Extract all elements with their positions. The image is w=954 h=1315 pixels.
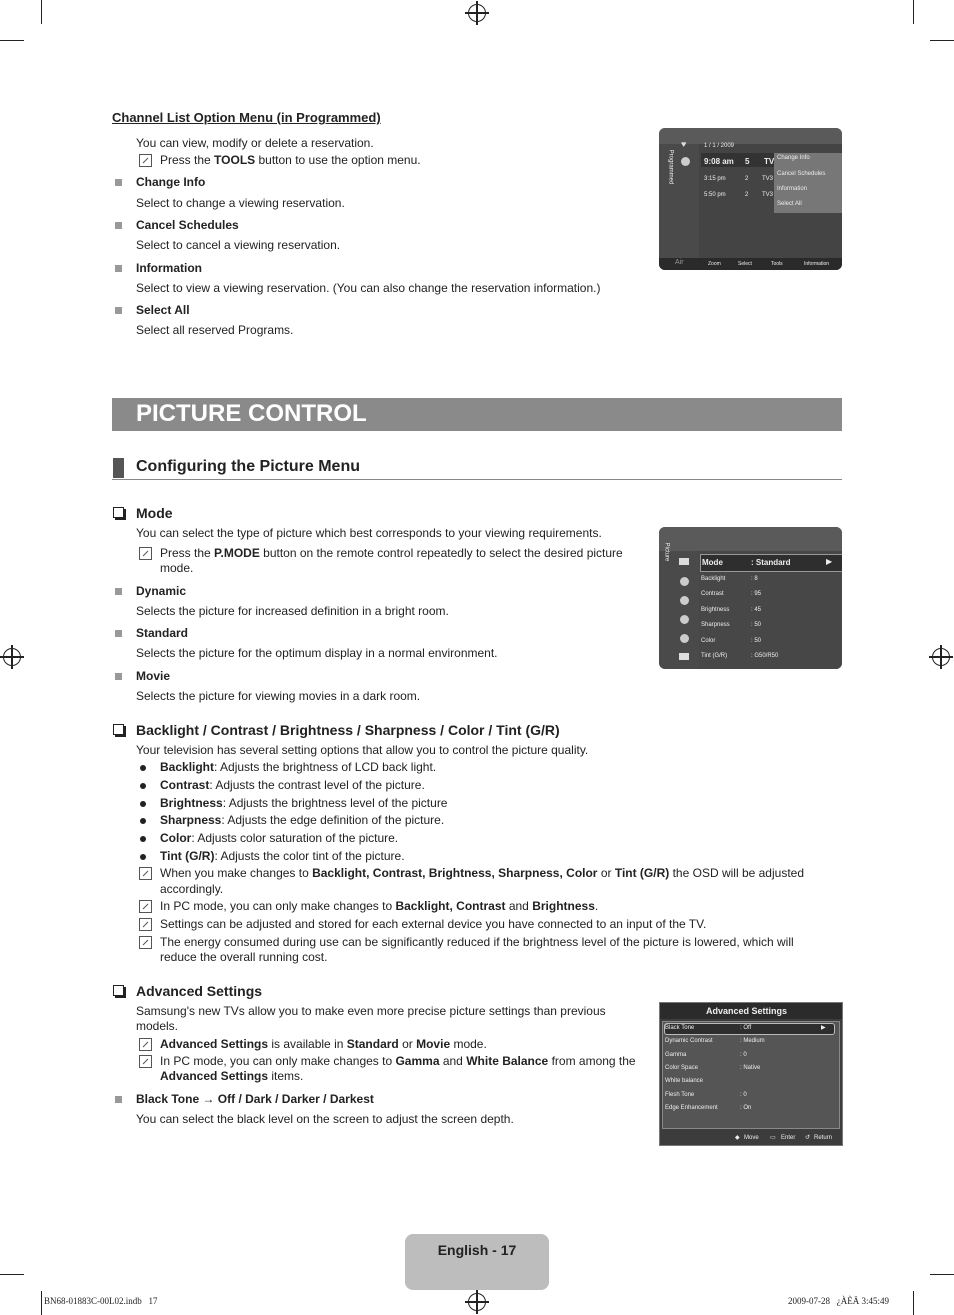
osd-row-label: Edge Enhancement [665,1105,718,1111]
osd-row-name: TV3 [762,176,774,182]
osd-row-time: 9:08 am [704,157,734,166]
osd-row-value: : G50/R50 [751,653,779,659]
advanced-heading: Advanced Settings [136,983,263,999]
osd-row-label: White balance [665,1078,704,1084]
bullet-dot [140,818,146,824]
channel-icon [680,596,689,605]
backlight-note-4-line2: reduce the overall running cost. [160,950,328,964]
item-desc: Select to change a viewing reservation. [136,196,345,210]
move-icon: ◆ [735,1135,740,1141]
osd-row-label: Gamma [665,1052,687,1058]
print-footer-left: BN68-01883C-00L02.indb 17 [44,1296,158,1306]
osd-row-value: : 8 [751,576,758,582]
osd-row-ch: 2 [745,176,749,182]
osd-row-value: : On [740,1105,752,1111]
advanced-note-1: Advanced Settings is available in Standard or Movie mode. [160,1037,487,1051]
print-footer-right: 2009-07-28 ¿ÀÈÄ 3:45:49 [788,1296,889,1306]
osd-footer-return: Return [814,1135,833,1141]
item-desc: Selects the picture for the optimum display in a normal environment. [136,646,498,660]
backlight-intro: Your television has several setting options that allow you to control the picture quality. [136,743,589,757]
subsection-title: Configuring the Picture Menu [136,458,360,475]
advanced-intro: Samsung's new TVs allow you to make even more precise picture settings than previous [136,1004,606,1018]
bullet-dot [140,854,146,860]
advanced-note-2-line2: Advanced Settings items. [160,1069,304,1083]
note-icon [139,936,152,949]
advanced-note-2: In PC mode, you can only make changes to Gamma and White Balance from among the [160,1054,636,1068]
bullet-square [115,265,122,272]
bullet-square [115,673,122,680]
item-desc: Selects the picture for increased definition in a bright room. [136,604,449,618]
osd-row-label: Flesh Tone [665,1092,695,1098]
checkbox-icon [113,985,124,996]
osd-side-label: Programmed [667,149,674,185]
registration-mark-icon [468,1293,486,1311]
section-title: PICTURE CONTROL [136,400,367,427]
mode-heading: Mode [136,505,173,521]
osd-row-value: : 45 [751,607,762,613]
osd-programmed [659,128,842,270]
item-title: Select All [136,303,190,317]
bullet-text: Tint (G/R): Adjusts the color tint of the picture. [160,849,405,863]
osd-row-value: : 0 [740,1092,747,1098]
bullet-square [115,630,122,637]
registration-mark-icon [932,648,950,666]
crop-mark [41,0,42,24]
osd-row-label: Color [701,638,716,644]
crop-mark [0,40,24,41]
osd-row-label: Sharpness [701,622,730,628]
channel-list-heading: Channel List Option Menu (in Programmed) [112,110,381,125]
osd-footer-zoom: Zoom [708,261,721,267]
osd-footer-info: Information [804,261,830,267]
osd-row-time: 5:50 pm [704,192,726,198]
item-desc: Selects the picture for viewing movies in a dark room. [136,689,421,703]
item-title: Dynamic [136,584,187,598]
osd-picture [659,527,842,669]
globe-icon [681,157,690,166]
setup-gear-icon [680,615,689,624]
checkbox-icon [113,507,124,518]
arrow-right-icon: ▶ [826,557,833,566]
osd-footer-enter: Enter [781,1135,796,1141]
osd-advanced-title: Advanced Settings [706,1006,788,1016]
crop-mark [930,1274,954,1275]
osd-row-time: 3:15 pm [704,176,726,182]
bullet-dot [140,836,146,842]
item-title: Information [136,261,202,275]
osd-row-value: : 50 [751,638,762,644]
osd-menu-item[interactable]: Select All [777,201,802,207]
item-desc: Select to cancel a viewing reservation. [136,238,341,252]
bullet-square [115,179,122,186]
osd-advanced [659,1002,843,1146]
bullet-dot [140,783,146,789]
osd-row-value: : Off [740,1025,752,1031]
item-title: Movie [136,669,171,683]
osd-row-name: TV [764,157,775,166]
osd-mode-value: : Standard [751,558,791,567]
backlight-note-1: When you make changes to Backlight, Contrast, Brightness, Sharpness, Color or Tint (G/R) the OSD will be adjusted [160,866,805,880]
osd-row-label: Color Space [665,1065,699,1071]
osd-option-menu [774,153,842,213]
osd-menu-item[interactable]: Cancel Schedules [777,171,826,177]
osd-row-value: : 95 [751,591,762,597]
item-title: Change Info [136,175,206,189]
item-title: Standard [136,626,189,640]
osd-row-label: Tint (G/R) [701,653,728,659]
note-icon [139,1055,152,1068]
osd-footer-left: Air [675,259,684,266]
osd-mode-label: Mode [702,558,723,567]
osd-row-value: : 0 [740,1052,747,1058]
sound-icon [680,577,689,586]
osd-row-label: Black Tone [665,1025,695,1031]
osd-row-value: : Medium [740,1038,765,1044]
item-desc: Select to view a viewing reservation. (You can also change the reservation information.) [136,281,601,295]
backlight-note-4: The energy consumed during use can be significantly reduced if the brightness level of the picture is lowered, which will [160,935,794,949]
return-icon: ↺ [805,1135,811,1141]
black-tone-title: Black Tone → Off / Dark / Darker / Darkest [136,1092,374,1106]
crop-mark [0,1274,24,1275]
bullet-square [115,222,122,229]
note-icon [139,1038,152,1051]
osd-footer-move: Move [744,1135,759,1141]
mode-note: Press the P.MODE button on the remote control repeatedly to select the desired picture [160,546,623,560]
bullet-text: Color: Adjusts color saturation of the picture. [160,831,399,845]
osd-date: 1 / 1 / 2009 [704,143,735,149]
osd-footer-select: Select [738,261,752,267]
osd-row-ch: 2 [745,192,749,198]
bullet-dot [140,765,146,771]
advanced-intro-line2: models. [136,1019,179,1033]
osd-row-label: Brightness [701,607,730,613]
bullet-square [115,307,122,314]
backlight-note-1-line2: accordingly. [160,882,224,896]
bullet-square [115,1096,122,1103]
osd-row-label: Dynamic Contrast [665,1038,713,1044]
crop-mark [913,0,914,24]
crop-mark [41,1291,42,1315]
bullet-text: Sharpness: Adjusts the edge definition of the picture. [160,813,445,827]
mode-intro: You can select the type of picture which best corresponds to your viewing requirements. [136,526,602,540]
checkbox-icon [113,724,124,735]
channel-intro: You can view, modify or delete a reservation. [136,136,374,150]
osd-row-value: : 50 [751,622,762,628]
bullet-dot [140,801,146,807]
note-icon [139,900,152,913]
crop-mark [913,1291,914,1315]
black-tone-desc: You can select the black level on the screen to adjust the screen depth. [136,1112,514,1126]
backlight-note-2: In PC mode, you can only make changes to Backlight, Contrast and Brightness. [160,899,599,913]
backlight-note-3: Settings can be adjusted and stored for each external device you have connected to an input of the TV. [160,917,707,931]
application-icon [679,653,689,660]
osd-row-ch: 5 [745,157,750,166]
backlight-heading: Backlight / Contrast / Brightness / Sharpness / Color / Tint (G/R) [136,722,560,738]
page-number: English - 17 [437,1242,517,1258]
registration-mark-icon [468,4,486,22]
registration-mark-icon [3,648,21,666]
crop-mark [930,40,954,41]
note-icon [139,867,152,880]
note-icon [139,154,152,167]
osd-side-label: Picture [663,542,670,562]
subsection-marker [113,458,124,478]
mode-note-line2: mode. [160,561,194,575]
osd-row-label: Contrast [701,591,724,597]
subsection-rule [112,479,842,480]
arrow-right-icon: ▶ [821,1025,826,1031]
item-title: Cancel Schedules [136,218,239,232]
osd-row-name: TV3 [762,192,774,198]
note-icon [139,547,152,560]
input-icon [680,634,689,643]
bullet-text: Backlight: Adjusts the brightness of LCD back light. [160,760,437,774]
bullet-square [115,588,122,595]
osd-row-value: : Native [740,1065,761,1071]
osd-row-label: Backlight [701,576,726,582]
note-icon [139,918,152,931]
osd-menu-item[interactable]: Information [777,186,808,192]
picture-icon [679,558,689,565]
channel-note: Press the TOOLS button to use the option menu. [160,153,421,167]
item-desc: Select all reserved Programs. [136,323,294,337]
bullet-text: Brightness: Adjusts the brightness level of the picture [160,796,448,810]
heart-icon: ♥ [681,139,687,149]
osd-footer-tools: Tools [771,261,783,267]
bullet-text: Contrast: Adjusts the contrast level of the picture. [160,778,425,792]
enter-icon: ▭ [770,1135,776,1141]
osd-menu-item[interactable]: Change Info [777,155,810,161]
